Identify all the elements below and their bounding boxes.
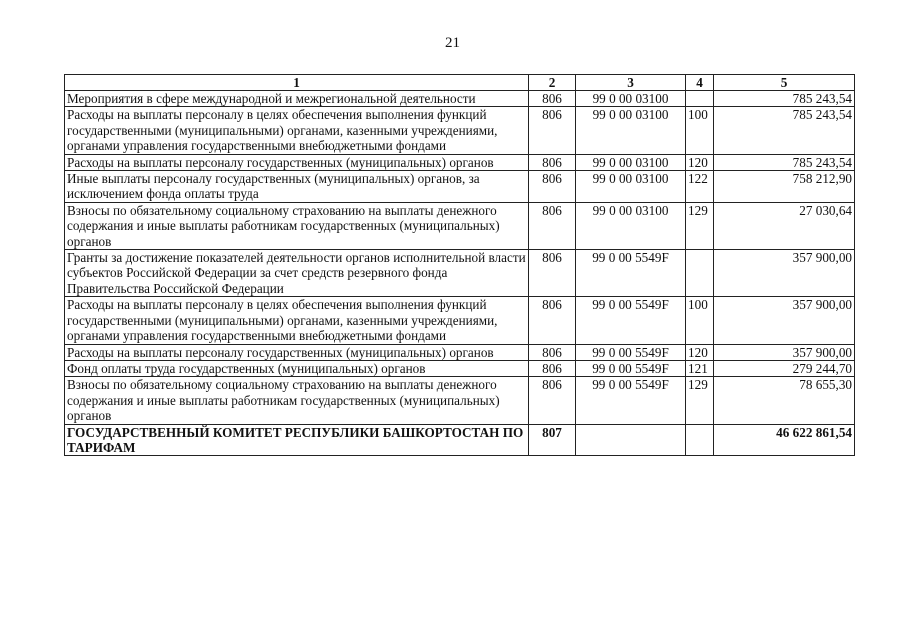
target-article-code: 99 0 00 5549F <box>576 360 686 376</box>
expense-type-code <box>686 250 714 297</box>
table-row <box>65 250 855 297</box>
department-code: 806 <box>529 154 576 170</box>
target-article-code <box>576 424 686 456</box>
expense-name: Расходы на выплаты персоналу государственных (муниципальных) органов <box>65 344 529 360</box>
target-article-code: 99 0 00 5549F <box>576 344 686 360</box>
expense-name: Мероприятия в сфере международной и межрегиональной деятельности <box>65 91 529 107</box>
target-article-code: 99 0 00 5549F <box>576 250 686 297</box>
amount: 46 622 861,54 <box>714 424 855 456</box>
table-row <box>65 377 855 424</box>
amount: 27 030,64 <box>714 202 855 249</box>
header-row <box>65 75 855 91</box>
amount: 357 900,00 <box>714 344 855 360</box>
department-code: 806 <box>529 202 576 249</box>
amount: 357 900,00 <box>714 297 855 344</box>
header-col-1: 1 <box>65 75 529 91</box>
expense-name: Гранты за достижение показателей деятельности органов исполнительной власти субъектов Российской Федерации за счет средств резервного фонда Правительства Российской Федерации <box>65 250 529 297</box>
target-article-code: 99 0 00 03100 <box>576 202 686 249</box>
amount: 279 244,70 <box>714 360 855 376</box>
department-code: 806 <box>529 297 576 344</box>
expense-type-code: 120 <box>686 154 714 170</box>
expense-name: Взносы по обязательному социальному страхованию на выплаты денежного содержания и иные выплаты работникам государственных (муниципальных) органов <box>65 202 529 249</box>
department-code: 807 <box>529 424 576 456</box>
amount: 357 900,00 <box>714 250 855 297</box>
table-row <box>65 91 855 107</box>
target-article-code: 99 0 00 03100 <box>576 171 686 203</box>
amount: 78 655,30 <box>714 377 855 424</box>
expense-name: Взносы по обязательному социальному страхованию на выплаты денежного содержания и иные выплаты работникам государственных (муниципальных) органов <box>65 377 529 424</box>
target-article-code: 99 0 00 5549F <box>576 297 686 344</box>
page-number: 21 <box>445 35 460 51</box>
target-article-code: 99 0 00 03100 <box>576 107 686 154</box>
table-row <box>65 107 855 154</box>
expense-type-code: 100 <box>686 297 714 344</box>
table-body <box>65 91 855 456</box>
department-code: 806 <box>529 344 576 360</box>
expense-name: Фонд оплаты труда государственных (муниципальных) органов <box>65 360 529 376</box>
table-row <box>65 202 855 249</box>
department-code: 806 <box>529 360 576 376</box>
header-col-3: 3 <box>576 75 686 91</box>
header-col-5: 5 <box>714 75 855 91</box>
expense-type-code: 122 <box>686 171 714 203</box>
table-row-total <box>65 424 855 456</box>
expense-type-code: 100 <box>686 107 714 154</box>
expense-name: Расходы на выплаты персоналу в целях обеспечения выполнения функций государственными (муниципальными) органами, казенными учреждениями, органами управления государственными внебюджетными фондами <box>65 107 529 154</box>
department-code: 806 <box>529 91 576 107</box>
department-code: 806 <box>529 377 576 424</box>
expense-type-code <box>686 91 714 107</box>
expense-type-code <box>686 424 714 456</box>
amount: 785 243,54 <box>714 91 855 107</box>
target-article-code: 99 0 00 5549F <box>576 377 686 424</box>
target-article-code: 99 0 00 03100 <box>576 91 686 107</box>
amount: 785 243,54 <box>714 154 855 170</box>
amount: 758 212,90 <box>714 171 855 203</box>
expense-type-code: 129 <box>686 377 714 424</box>
amount: 785 243,54 <box>714 107 855 154</box>
expense-name: ГОСУДАРСТВЕННЫЙ КОМИТЕТ РЕСПУБЛИКИ БАШКОРТОСТАН ПО ТАРИФАМ <box>65 424 529 456</box>
table-row <box>65 297 855 344</box>
expense-type-code: 120 <box>686 344 714 360</box>
department-code: 806 <box>529 250 576 297</box>
budget-table <box>64 74 855 456</box>
expense-type-code: 129 <box>686 202 714 249</box>
expense-type-code: 121 <box>686 360 714 376</box>
header-col-4: 4 <box>686 75 714 91</box>
department-code: 806 <box>529 107 576 154</box>
table-header <box>65 75 855 91</box>
expense-name: Иные выплаты персоналу государственных (муниципальных) органов, за исключением фонда оплаты труда <box>65 171 529 203</box>
expense-name: Расходы на выплаты персоналу государственных (муниципальных) органов <box>65 154 529 170</box>
department-code: 806 <box>529 171 576 203</box>
table-row <box>65 154 855 170</box>
expense-name: Расходы на выплаты персоналу в целях обеспечения выполнения функций государственными (муниципальными) органами, казенными учреждениями, органами управления государственными внебюджетными фондами <box>65 297 529 344</box>
table-row <box>65 171 855 203</box>
target-article-code: 99 0 00 03100 <box>576 154 686 170</box>
table-row <box>65 360 855 376</box>
header-col-2: 2 <box>529 75 576 91</box>
table-row <box>65 344 855 360</box>
